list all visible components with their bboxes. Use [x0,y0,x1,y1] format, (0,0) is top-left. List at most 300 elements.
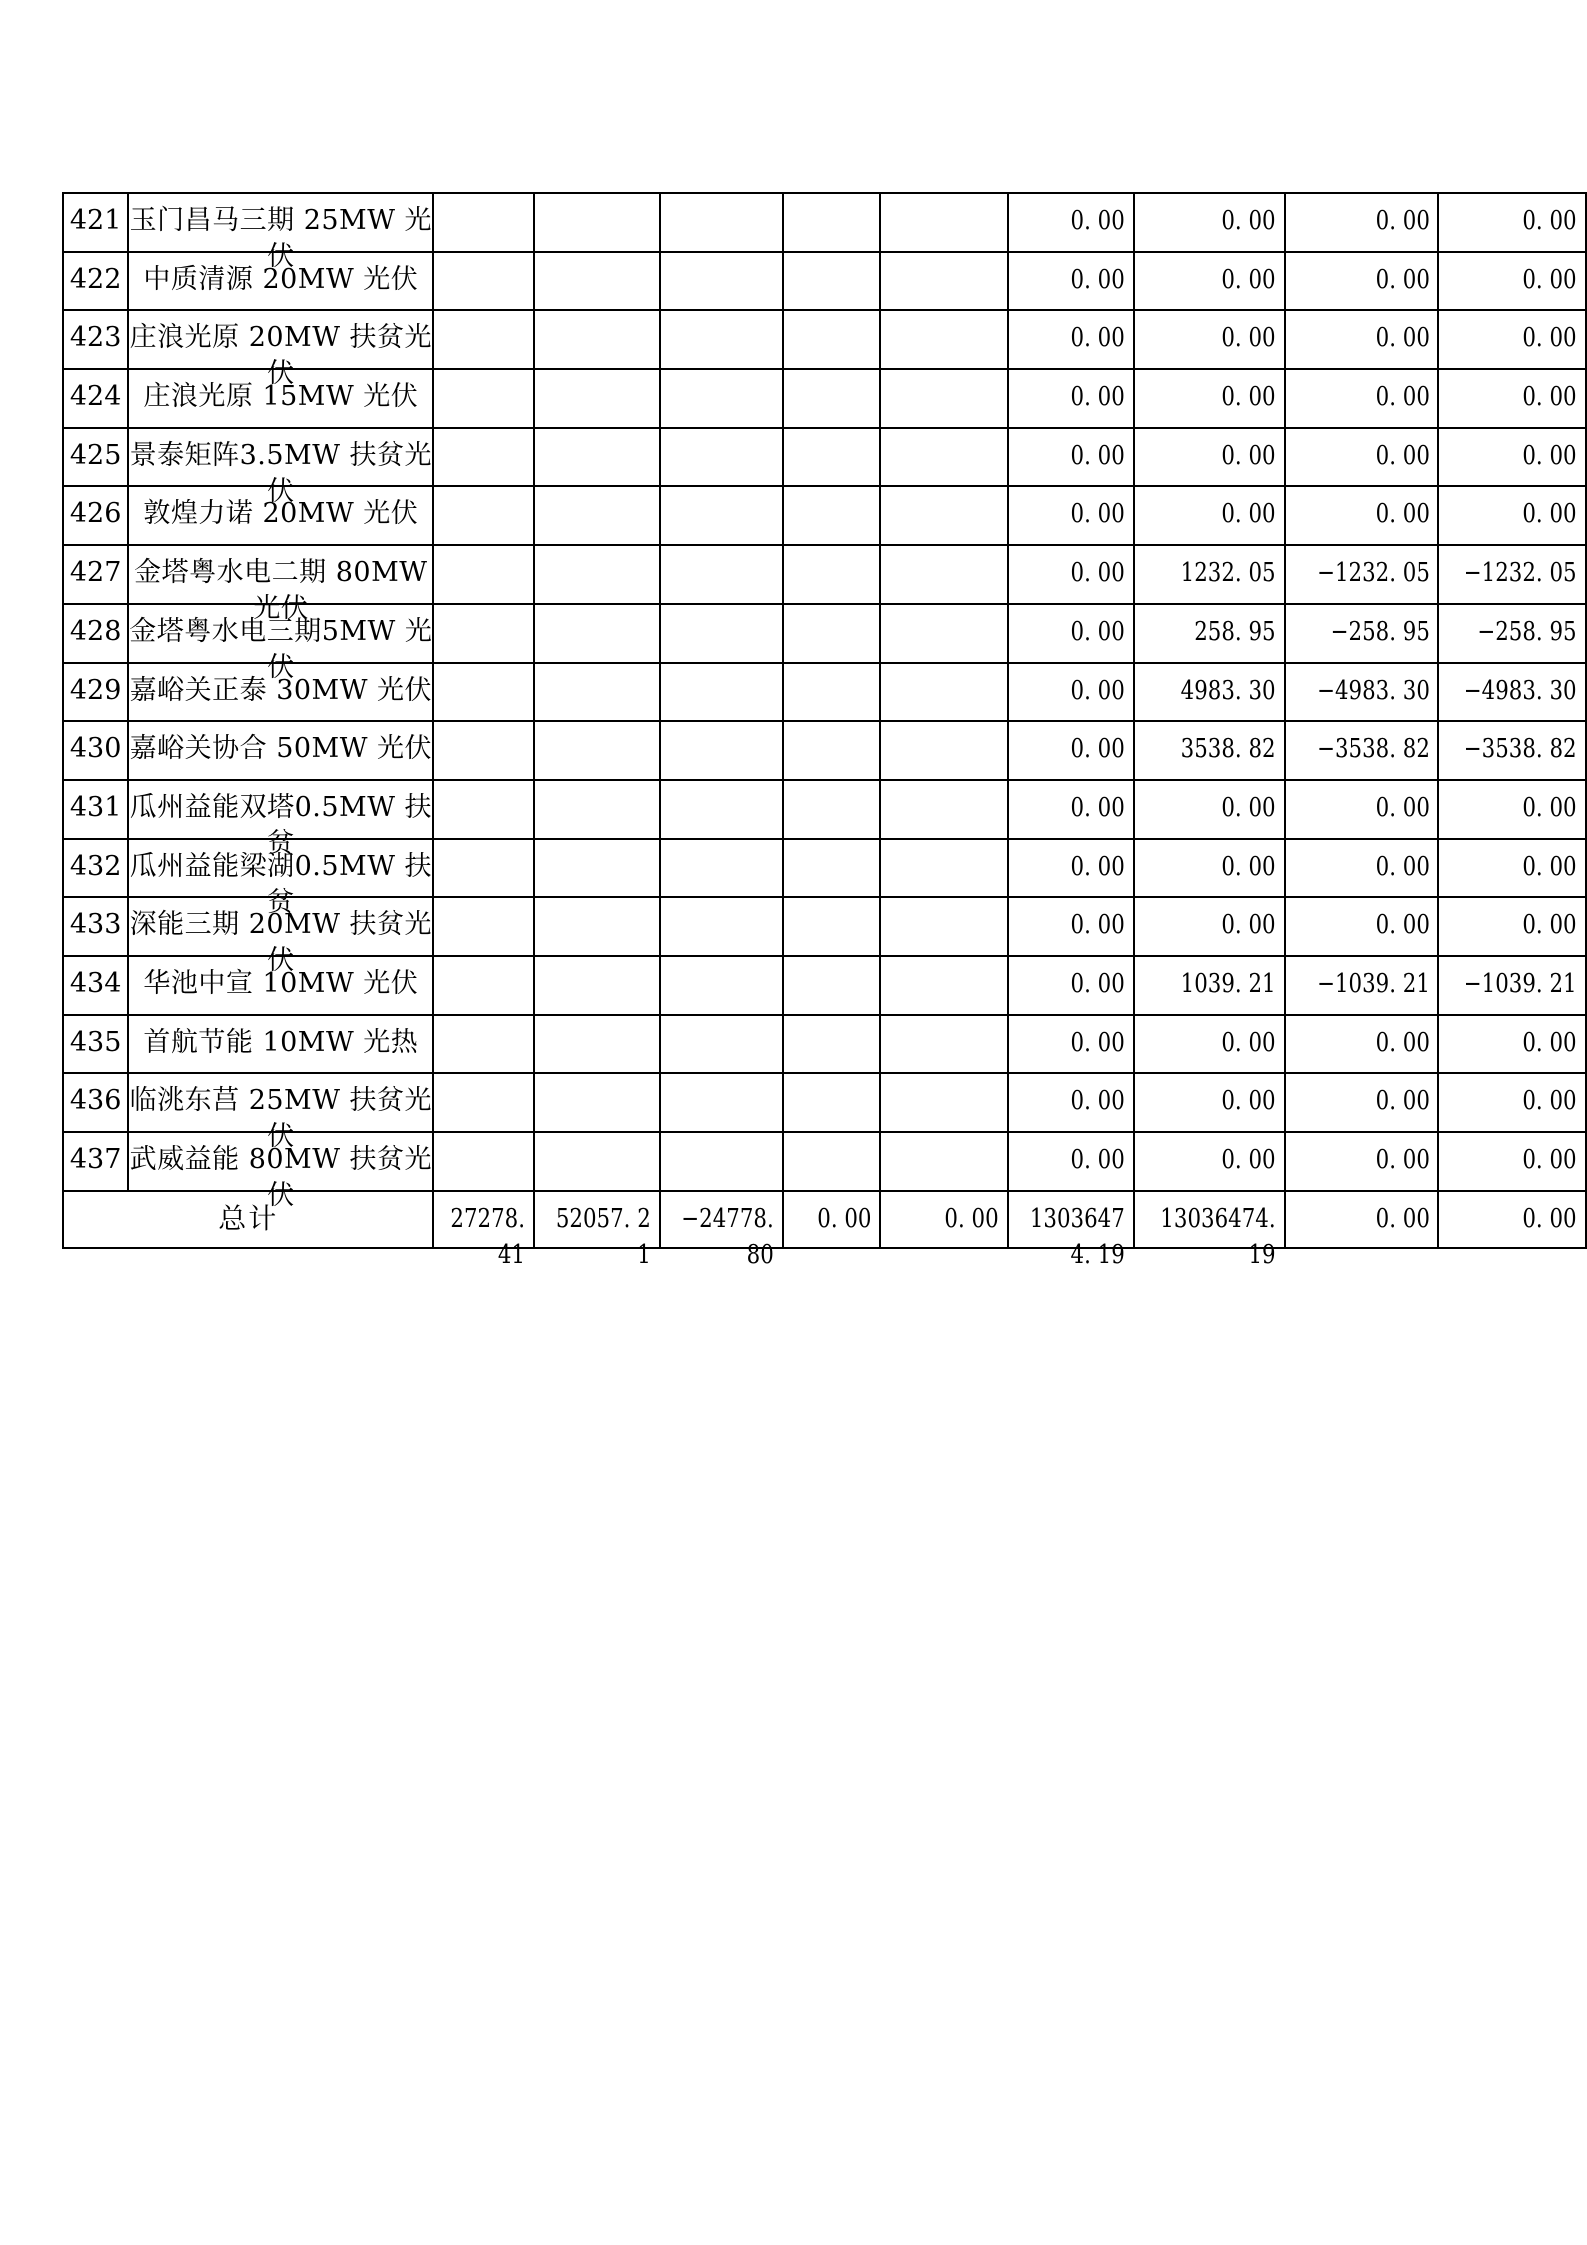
empty-cell [534,604,660,663]
empty-cell [880,956,1008,1015]
empty-cell [433,956,534,1015]
empty-cell [660,193,783,252]
value-col-4: 0. 00 [1522,440,1577,471]
project-name-cell [128,310,433,390]
value-cell [1438,780,1586,839]
project-name: 首航节能 10MW 光热 [143,1026,419,1058]
value-cell [1008,310,1134,369]
row-number-cell [63,839,128,898]
value-col-2: 0. 00 [1221,910,1276,941]
project-name-wrap: 伏 [267,241,295,272]
table-body [63,193,1586,1270]
value-cell [1438,428,1586,487]
value-cell [1438,545,1586,604]
empty-cell [880,369,1008,428]
value-col-4: −258. 95 [1477,616,1577,647]
empty-cell [433,780,534,839]
value-cell [1134,897,1285,956]
empty-cell [660,780,783,839]
project-name-wrap: 光伏 [253,593,309,625]
empty-cell [783,721,881,780]
value-col-4: 0. 00 [1522,1086,1577,1117]
value-cell [1285,369,1439,428]
project-name: 临洮东莒 25MW 扶贫光 [129,1085,433,1117]
table-row [63,428,1586,487]
empty-cell [660,839,783,898]
empty-cell [534,545,660,604]
empty-cell [433,369,534,428]
value-col-4: 0. 00 [1522,1145,1577,1175]
value-col-1: 0. 00 [1070,1145,1125,1175]
empty-cell [783,1015,881,1074]
value-cell [1438,956,1586,1015]
value-cell [1285,721,1439,780]
total-value-cell [534,1191,660,1270]
value-col-4: 0. 00 [1522,382,1577,413]
empty-cell [433,897,534,956]
empty-cell [433,486,534,545]
empty-cell [880,310,1008,369]
value-cell [1285,428,1439,487]
empty-cell [433,545,534,604]
project-name: 敦煌力诺 20MW 光伏 [143,498,419,530]
value-col-2: 0. 00 [1221,1027,1276,1058]
project-name-cell [128,545,433,625]
project-name-wrap: 伏 [267,1121,295,1153]
empty-cell [660,369,783,428]
empty-cell [660,604,783,663]
row-number-cell [63,897,128,956]
value-col-4: 0. 00 [1522,206,1577,236]
value-cell [1285,1132,1439,1191]
row-number: 421 [69,205,122,236]
empty-cell [433,1015,534,1074]
empty-cell [534,1073,660,1132]
project-name: 金塔粤水电二期 80MW [134,557,428,589]
row-number: 426 [69,498,122,530]
total-value-cell [660,1191,783,1270]
row-number-cell [63,1132,128,1191]
value-col-2: 0. 00 [1221,323,1276,354]
value-col-2: 0. 00 [1221,382,1276,413]
row-number: 425 [69,439,122,471]
value-cell [1008,428,1134,487]
row-number: 437 [69,1144,122,1175]
table-row [63,1073,1586,1132]
empty-cell [534,252,660,311]
empty-cell [660,1015,783,1074]
value-cell [1134,545,1285,604]
value-col-1: 0. 00 [1070,675,1125,706]
project-name: 景泰矩阵3.5MW 扶贫光 [129,439,433,471]
value-col-1: 0. 00 [1070,440,1125,471]
value-col-1: 0. 00 [1070,499,1125,530]
value-col-2: 1232. 05 [1180,558,1276,589]
value-col-3: 0. 00 [1375,206,1430,236]
table-row [63,1015,1586,1074]
value-cell [1008,663,1134,722]
project-name: 武威益能 80MW 扶贫光 [129,1144,433,1175]
value-col-2: 258. 95 [1194,616,1276,647]
table-row [63,310,1586,369]
value-cell [1438,369,1586,428]
value-cell [1285,193,1439,252]
value-col-3: 0. 00 [1375,264,1430,295]
value-col-4: −1232. 05 [1464,558,1577,589]
empty-cell [433,193,534,252]
project-name-cell [128,1015,433,1074]
row-number: 432 [69,850,122,882]
total-value-line2: 1 [637,1239,652,1270]
value-col-2: 4983. 30 [1180,675,1276,706]
value-col-1: 0. 00 [1070,382,1125,413]
row-number: 435 [69,1026,122,1058]
project-name-wrap: 伏 [267,651,295,683]
total-value-cell [1134,1191,1285,1270]
empty-cell [433,1073,534,1132]
total-value-line1: 0. 00 [1522,1203,1577,1234]
value-col-1: 0. 00 [1070,1027,1125,1058]
project-name-wrap: 伏 [267,358,295,390]
value-col-1: 0. 00 [1070,558,1125,589]
project-name: 玉门昌马三期 25MW 光 [129,205,433,236]
value-cell [1134,839,1285,898]
empty-cell [534,956,660,1015]
total-value-cell [433,1191,534,1270]
total-value-line2: 19 [1248,1239,1276,1270]
value-cell [1285,663,1439,722]
empty-cell [660,252,783,311]
value-col-4: 0. 00 [1522,910,1577,941]
value-cell [1008,1015,1134,1074]
value-cell [1285,897,1439,956]
empty-cell [880,1132,1008,1191]
total-value-line2: 80 [746,1239,774,1270]
project-name: 华池中宣 10MW 光伏 [143,967,419,999]
project-name: 金塔粤水电三期5MW 光 [129,615,433,647]
value-col-3: −258. 95 [1330,616,1430,647]
value-cell [1285,1015,1439,1074]
value-col-2: 0. 00 [1221,1145,1276,1175]
empty-cell [534,839,660,898]
value-col-3: 0. 00 [1375,910,1430,941]
value-col-3: −4983. 30 [1316,675,1430,706]
empty-cell [783,428,881,487]
row-number: 428 [69,615,122,647]
value-col-3: 0. 00 [1375,792,1430,823]
total-value-line1: 0. 00 [944,1203,1000,1234]
project-name-cell [128,780,433,859]
row-number-cell [63,252,128,311]
value-col-2: 0. 00 [1221,499,1276,530]
value-cell [1438,193,1586,252]
table-row [63,780,1586,839]
total-value-line1: −24778. [681,1203,774,1234]
value-cell [1285,604,1439,663]
empty-cell [783,897,881,956]
value-cell [1438,897,1586,956]
total-value-cell [1285,1191,1439,1248]
project-name-cell [128,721,433,780]
row-number: 433 [69,909,122,941]
value-col-4: −4983. 30 [1464,675,1577,706]
row-number: 436 [69,1085,122,1117]
empty-cell [433,839,534,898]
project-name: 嘉峪关正泰 30MW 光伏 [129,674,433,706]
empty-cell [433,663,534,722]
row-number-cell [63,428,128,487]
table-row [63,721,1586,780]
empty-cell [783,486,881,545]
empty-cell [534,369,660,428]
total-value-line1: 0. 00 [817,1203,872,1234]
empty-cell [534,663,660,722]
empty-cell [433,1132,534,1191]
empty-cell [534,1132,660,1191]
value-cell [1438,310,1586,369]
value-cell [1438,1015,1586,1074]
row-number: 434 [69,967,122,999]
empty-cell [880,663,1008,722]
project-name-wrap: 伏 [267,475,295,507]
value-col-3: 0. 00 [1375,440,1430,471]
empty-cell [783,663,881,722]
row-number: 431 [69,791,122,823]
value-cell [1134,310,1285,369]
empty-cell [433,252,534,311]
empty-cell [433,310,534,369]
value-cell [1008,1073,1134,1132]
empty-cell [783,545,881,604]
project-name: 瓜州益能梁湖0.5MW 扶 [129,850,433,882]
value-cell [1438,839,1586,898]
total-value-line1: 0. 00 [1375,1203,1430,1234]
value-col-1: 0. 00 [1070,206,1125,236]
total-value-cell [880,1191,1008,1248]
row-number-cell [63,369,128,428]
value-cell [1008,780,1134,839]
project-name: 瓜州益能双塔0.5MW 扶 [129,791,433,823]
empty-cell [433,721,534,780]
value-col-4: 0. 00 [1522,792,1577,823]
project-name-cell [128,428,433,507]
total-value-cell [783,1191,881,1248]
empty-cell [880,428,1008,487]
value-col-2: 0. 00 [1221,851,1276,882]
value-cell [1008,193,1134,252]
empty-cell [660,721,783,780]
empty-cell [880,721,1008,780]
value-cell [1438,252,1586,311]
empty-cell [783,310,881,369]
empty-cell [660,956,783,1015]
value-cell [1008,839,1134,898]
value-col-1: 0. 00 [1070,323,1125,354]
value-col-3: −1232. 05 [1316,558,1430,589]
project-settlement-table [62,192,1587,1270]
empty-cell [534,780,660,839]
row-number-cell [63,545,128,604]
row-number-cell [63,486,128,545]
row-number-cell [63,604,128,663]
row-number-cell [63,956,128,1015]
value-col-2: 3538. 82 [1180,734,1276,765]
empty-cell [433,428,534,487]
value-cell [1134,604,1285,663]
row-number: 424 [69,381,122,413]
total-label-cell [63,1191,433,1248]
value-cell [1438,721,1586,780]
value-cell [1438,1132,1586,1191]
empty-cell [783,956,881,1015]
total-value-line1: 27278. [450,1203,526,1234]
empty-cell [880,252,1008,311]
value-col-2: 0. 00 [1221,1086,1276,1117]
empty-cell [660,545,783,604]
value-cell [1285,1073,1439,1132]
empty-cell [783,252,881,311]
value-col-4: −3538. 82 [1464,734,1577,765]
empty-cell [660,897,783,956]
empty-cell [880,897,1008,956]
value-col-1: 0. 00 [1070,910,1125,941]
empty-cell [660,1073,783,1132]
row-number-cell [63,1073,128,1132]
empty-cell [534,428,660,487]
value-col-1: 0. 00 [1070,264,1125,295]
value-cell [1134,1073,1285,1132]
value-cell [1285,545,1439,604]
value-cell [1134,252,1285,311]
table-row [63,545,1586,604]
row-number-cell [63,193,128,252]
value-col-3: 0. 00 [1375,1027,1430,1058]
empty-cell [534,310,660,369]
value-col-1: 0. 00 [1070,851,1125,882]
empty-cell [880,839,1008,898]
project-name: 庄浪光原 20MW 扶贫光 [129,322,433,354]
empty-cell [783,1132,881,1191]
value-cell [1134,369,1285,428]
project-name: 庄浪光原 15MW 光伏 [143,381,419,413]
empty-cell [783,1073,881,1132]
value-cell [1285,252,1439,311]
total-value-cell [1008,1191,1134,1270]
value-cell [1134,428,1285,487]
value-cell [1285,310,1439,369]
value-cell [1134,663,1285,722]
value-cell [1285,839,1439,898]
value-cell [1134,956,1285,1015]
total-value-cell [1438,1191,1586,1248]
value-col-1: 0. 00 [1070,792,1125,823]
value-cell [1008,545,1134,604]
value-col-1: 0. 00 [1070,616,1125,647]
project-name-wrap: 伏 [267,1180,295,1211]
empty-cell [880,604,1008,663]
value-cell [1438,1073,1586,1132]
empty-cell [880,1073,1008,1132]
total-value-line1: 1303647 [1029,1203,1125,1234]
empty-cell [880,1015,1008,1074]
value-col-1: 0. 00 [1070,734,1125,765]
value-col-4: 0. 00 [1522,499,1577,530]
empty-cell [660,663,783,722]
value-cell [1008,721,1134,780]
empty-cell [783,604,881,663]
value-col-3: −3538. 82 [1316,734,1430,765]
row-number-cell [63,1015,128,1074]
value-cell [1008,252,1134,311]
project-name-wrap: 贫 [267,827,295,859]
empty-cell [660,428,783,487]
row-number: 429 [69,674,122,706]
empty-cell [660,1132,783,1191]
value-col-2: 1039. 21 [1180,968,1276,999]
project-name: 深能三期 20MW 扶贫光 [129,909,433,941]
value-col-2: 0. 00 [1221,792,1276,823]
row-number-cell [63,721,128,780]
empty-cell [880,486,1008,545]
value-col-3: 0. 00 [1375,323,1430,354]
value-cell [1285,486,1439,545]
empty-cell [783,193,881,252]
total-value-line1: 13036474. [1160,1203,1276,1234]
value-col-2: 0. 00 [1221,264,1276,295]
value-col-2: 0. 00 [1221,206,1276,236]
value-cell [1438,486,1586,545]
row-number-cell [63,780,128,839]
table-row [63,193,1586,252]
empty-cell [880,545,1008,604]
empty-cell [433,604,534,663]
row-number-cell [63,663,128,722]
value-col-3: 0. 00 [1375,1086,1430,1117]
value-cell [1285,780,1439,839]
project-name-wrap: 伏 [267,945,295,977]
total-value-line2: 41 [498,1239,526,1270]
project-name-wrap: 贫 [267,886,295,918]
value-cell [1008,369,1134,428]
value-col-3: 0. 00 [1375,382,1430,413]
empty-cell [880,193,1008,252]
value-col-4: 0. 00 [1522,1027,1577,1058]
value-cell [1008,897,1134,956]
empty-cell [880,780,1008,839]
value-cell [1285,956,1439,1015]
empty-cell [660,310,783,369]
value-col-3: −1039. 21 [1316,968,1430,999]
value-col-4: 0. 00 [1522,264,1577,295]
value-cell [1438,663,1586,722]
row-number-cell [63,310,128,369]
value-cell [1438,604,1586,663]
total-value-line2: 4. 19 [1070,1239,1125,1270]
row-number: 423 [69,322,122,354]
value-cell [1134,193,1285,252]
project-name: 中质清源 20MW 光伏 [143,263,419,295]
empty-cell [534,193,660,252]
total-value-line1: 52057. 2 [556,1203,652,1234]
value-col-2: 0. 00 [1221,440,1276,471]
value-cell [1134,780,1285,839]
value-cell [1008,486,1134,545]
empty-cell [534,486,660,545]
value-col-3: 0. 00 [1375,1145,1430,1175]
value-cell [1134,1015,1285,1074]
value-col-1: 0. 00 [1070,1086,1125,1117]
row-number: 430 [69,733,122,765]
